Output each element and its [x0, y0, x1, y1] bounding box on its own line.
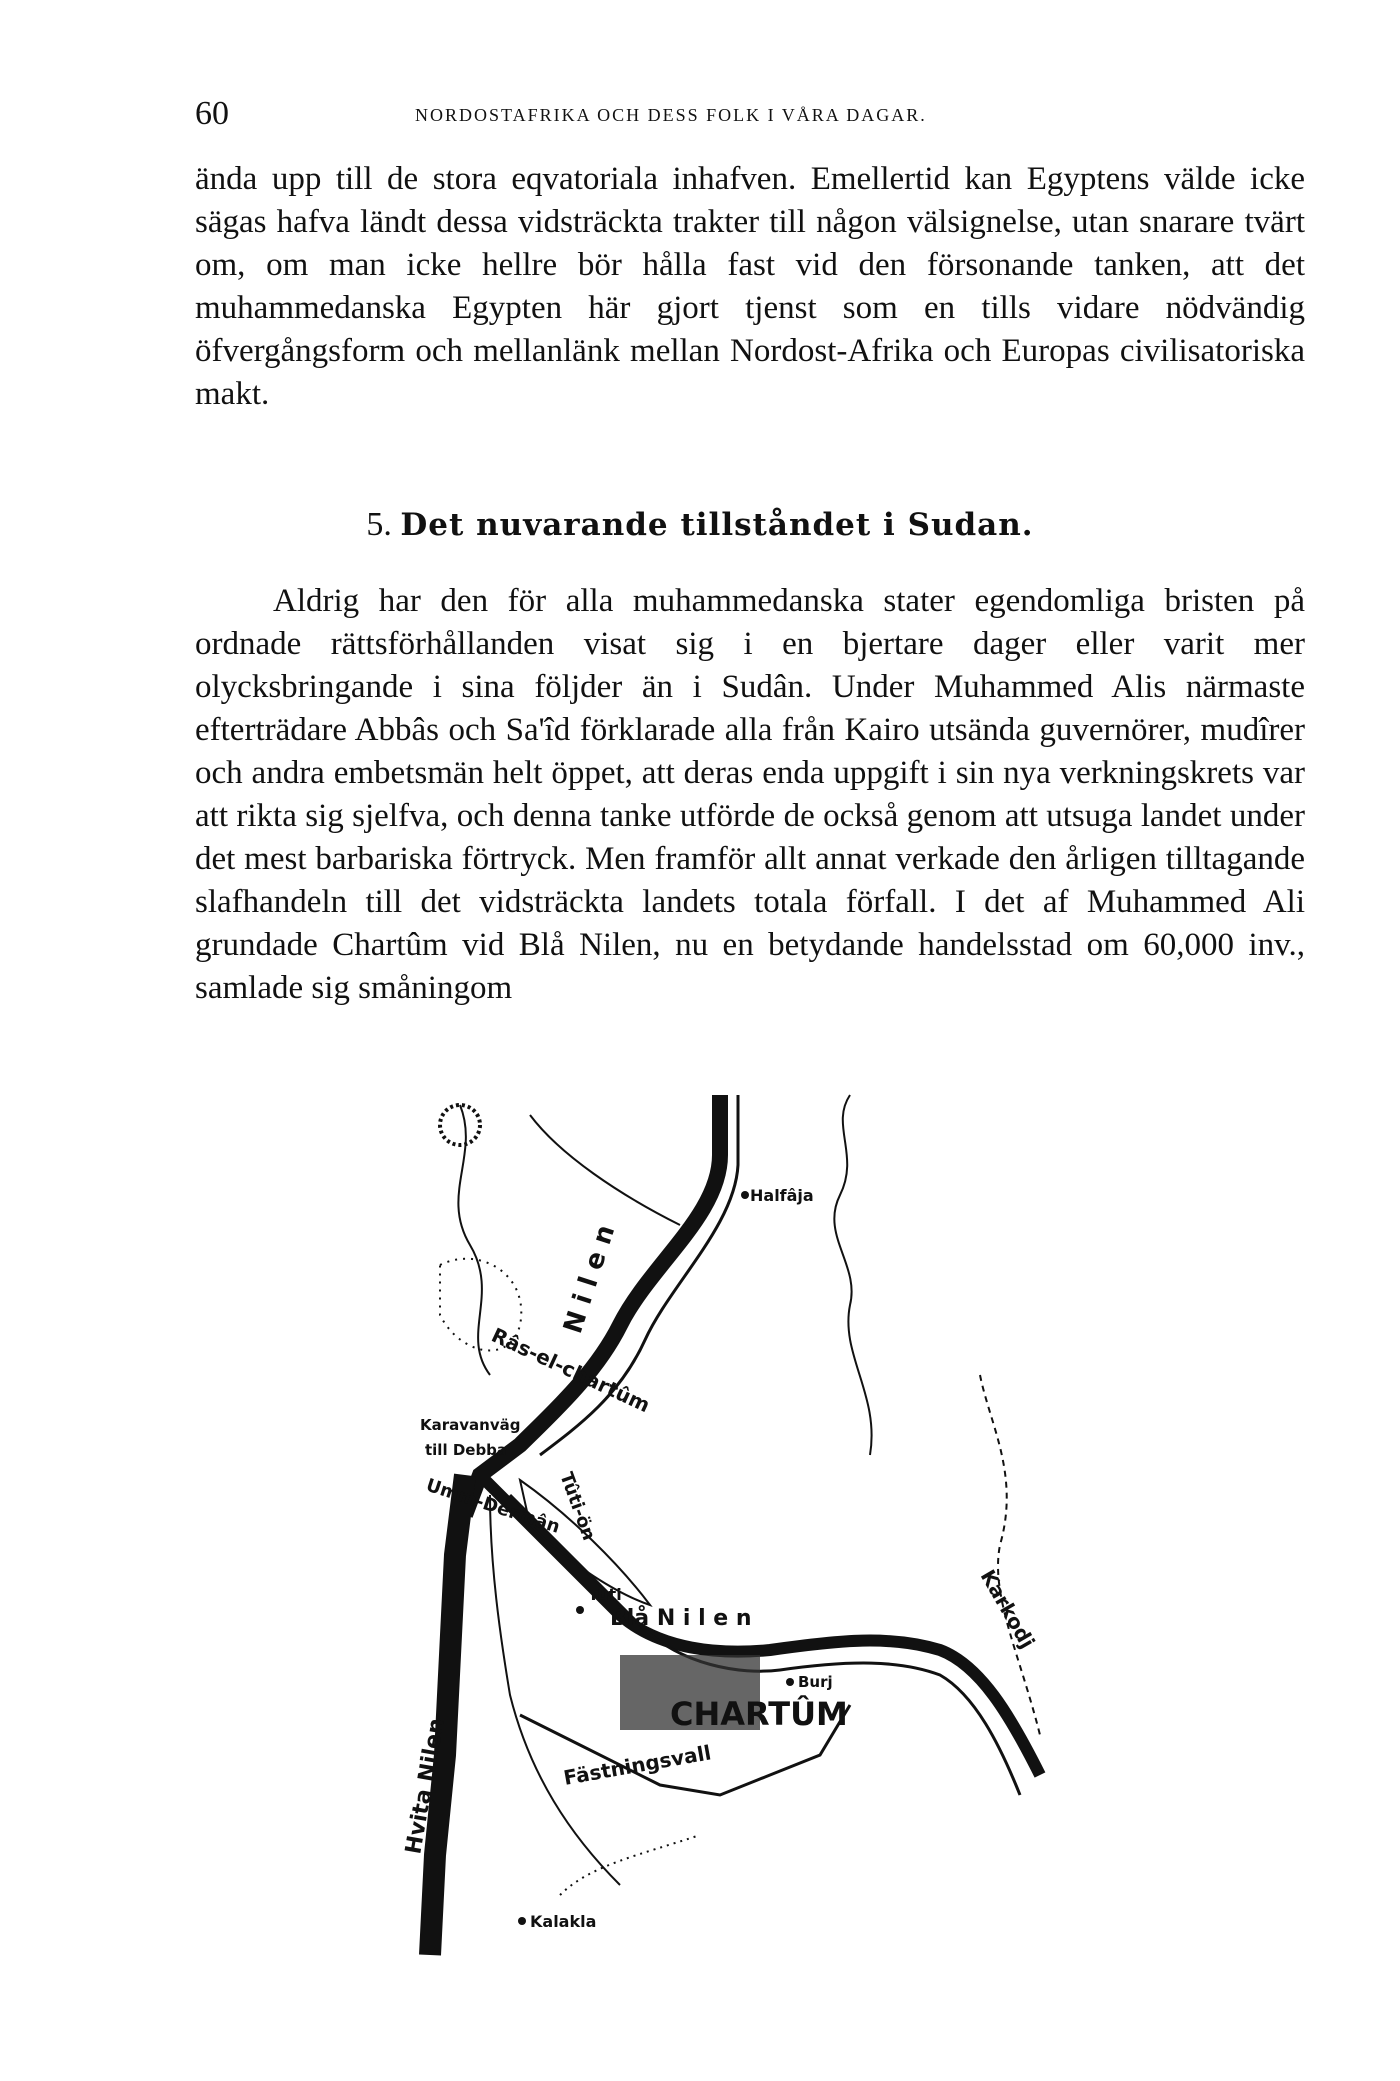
tuti-dot — [576, 1606, 584, 1614]
label-fastningsvall: Fästningsvall — [561, 1740, 713, 1790]
page-number: 60 — [195, 95, 229, 132]
label-burj: Burj — [798, 1673, 833, 1691]
paragraph-2: Aldrig har den för alla muhammedanska stater egendomliga bristen på ordnade rättsförhållanden visat sig i en bjertare dager eller varit mer olycksbringande i sina följder än i Sudân. Under Muhammed Alis närmaste efterträdare Abbâs och Sa'îd förklarade alla från Kairo utsända guvernörer, mudîrer och andra embetsmän helt öppet, att deras enda uppgift i sin nya verkningskrets var att rikta sig sjelfva, och denna tanke utförde de också genom att utsuga landet under det mest barbariska förtryck. Men framför allt annat verkade den årligen tilltagande slafhandeln till det vidsträckta landets totala förfall. I det af Muhammed Ali grundade Chartûm vid Blå Nilen, nu en betydande handelsstad om 60,000 inv., samlade sig småningom — [195, 583, 1305, 1006]
paragraph-1: ända upp till de stora eqvatoriala inhafven. Emellertid kan Egyptens välde icke sägas hafva ländt dessa vidsträckta trakter till någon välsignelse, utan snarare tvärt om, om man icke hellre bör hålla fast vid den försonande tanken, att det muhammedanska Egypten här gjort tjenst som en tills vidare nödvändig öfvergångsform och mellanlänk mellan Nordost-Afrika och Europas civilisatoriska makt. — [195, 161, 1305, 412]
section-heading — [0, 506, 1400, 544]
label-chartum: CHARTÛM — [670, 1695, 848, 1733]
kalakla-dot — [518, 1917, 526, 1925]
white-nile-river — [430, 1475, 465, 1955]
label-nilen: N i l e n — [558, 1221, 622, 1338]
kalakla-route — [560, 1835, 700, 1895]
label-kalakla: Kalakla — [530, 1912, 597, 1931]
map-svg — [401, 1095, 1080, 1955]
label-till-debba: till Debba — [425, 1441, 508, 1459]
map-of-khartoum — [401, 1095, 1080, 1955]
label-karavanvag: Karavanväg — [420, 1416, 521, 1434]
section-number: 5. — [366, 506, 392, 543]
burj-dot — [786, 1678, 794, 1686]
label-karkodj: Karkodj — [975, 1565, 1040, 1653]
nw-hill — [440, 1105, 480, 1145]
label-hvita-nilen: Hvita Nilen — [401, 1716, 450, 1857]
page-header — [195, 95, 1305, 135]
running-title: NORDOSTAFRIKA OCH DESS FOLK I VÅRA DAGAR. — [415, 105, 927, 125]
label-tuti: Tuti — [588, 1585, 622, 1604]
halfaja-dot — [741, 1191, 749, 1199]
eastern-stream — [834, 1095, 871, 1455]
label-bla-nilen: Blå N i l e n — [610, 1606, 752, 1631]
label-tuti-on: Tûti-ön — [555, 1469, 600, 1544]
western-wadi — [458, 1105, 490, 1375]
label-ras-el-chartum: Râs-el-chartûm — [487, 1322, 654, 1418]
section-title: Det nuvarande tillståndet i Sudan. — [400, 507, 1034, 543]
caravan-route — [530, 1115, 680, 1225]
label-halfaja: Halfâja — [750, 1186, 814, 1205]
label-umm-derman: Umm-Dermân — [423, 1474, 563, 1538]
